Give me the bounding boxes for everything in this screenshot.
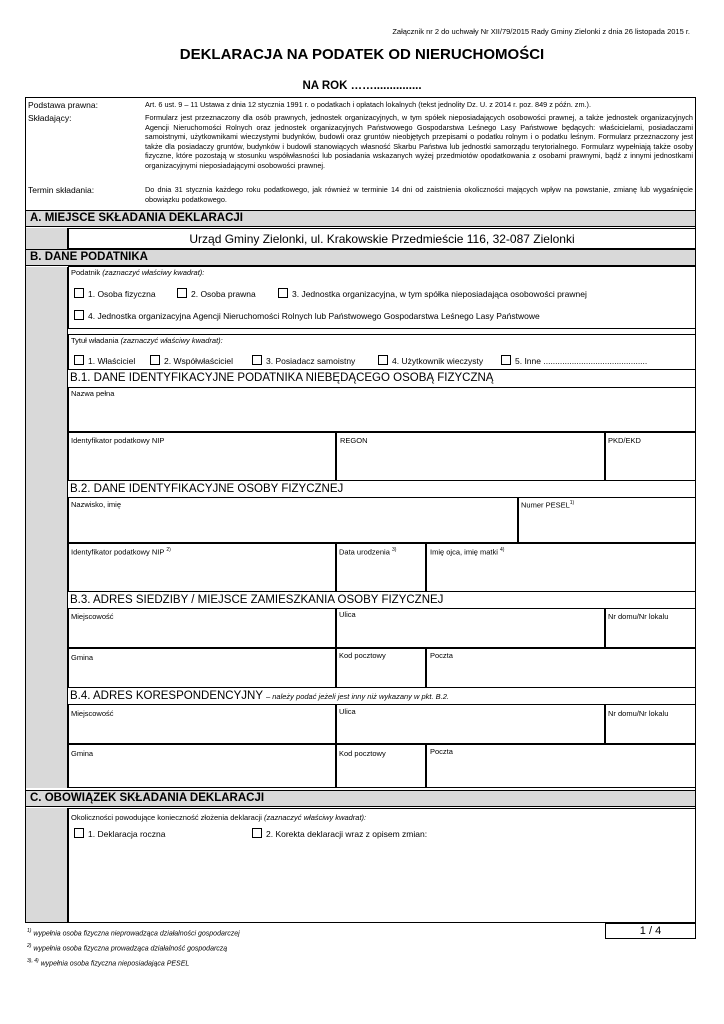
nazwisko-label: Nazwisko, imię bbox=[71, 500, 122, 509]
office-address: Urząd Gminy Zielonki, ul. Krakowskie Przedmieście 116, 32-087 Zielonki bbox=[68, 228, 696, 249]
checkbox[interactable] bbox=[150, 355, 160, 365]
checkbox[interactable] bbox=[74, 355, 84, 365]
nip-osoba-label: Identyfikator podatkowy NIP $^{2)}$ bbox=[71, 547, 171, 557]
b3-miejscowosc-label: Miejscowość bbox=[71, 612, 114, 621]
podatnik-label: Podatnik (zaznaczyć właściwy kwadrat): bbox=[71, 268, 205, 277]
section-c-heading: C. OBOWIĄZEK SKŁADANIA DEKLARACJI bbox=[25, 790, 696, 807]
nazwa-pelna-label: Nazwa pełna bbox=[71, 389, 115, 398]
checkbox[interactable] bbox=[74, 310, 84, 320]
b4-ulica-field[interactable] bbox=[336, 704, 605, 744]
imiona-rodzicow-label: Imię ojca, imię matki $^{4)}$ bbox=[430, 547, 505, 557]
b3-kod-label: Kod pocztowy bbox=[339, 651, 386, 660]
option-wlasciciel[interactable]: 1. Właściciel bbox=[74, 355, 135, 366]
option-posiadacz[interactable]: 3. Posiadacz samoistny bbox=[252, 355, 355, 366]
b3-ulica-label: Ulica bbox=[339, 610, 356, 619]
b4-gmina-field[interactable] bbox=[68, 744, 336, 788]
footnote-1: $^{1)}$ wypełnia osoba fizyczna nieprowadząca działalności gospodarczej bbox=[27, 928, 240, 938]
skladajacy-text: Formularz jest przeznaczony dla osób prawnych, jednostek organizacyjnych, w tym spółek nieposiadających osobowości prawnej, a także jednostek organizacyjnych Agencji Nieruchomości Rolnych oraz jednostek organizacyjnych Państwowego Gospodarstwa Leśnego Lasy Państwowe będących: właścicielami, posiadaczami samoistnymi, użytkownikami wieczystymi budynków, budowli oraz gruntów nieobjętych przepisami o podatku rolnym i o podatku leśnym. Formularz przeznaczony jest także dla posiadaczy gruntów, budynków i budowli stanowiących własność Skarbu Państwa lub jednostki samorządu terytorialnego. Formularz wypełniają także osoby fizyczne, które pozostają w stosunku współwłasności lub posiadania wskazanych wyżej przedmiotów opodatkowania z osobami prawnymi, bądź z innymi jednostkami organizacyjnymi nieposiadającymi osobowości prawnej. bbox=[145, 113, 693, 170]
option-deklaracja-roczna[interactable]: 1. Deklaracja roczna bbox=[74, 828, 165, 839]
b3-poczta-field[interactable] bbox=[426, 648, 696, 688]
option-wspolwlasciciel[interactable]: 2. Współwłaściciel bbox=[150, 355, 233, 366]
nazwa-pelna-field[interactable] bbox=[68, 387, 696, 432]
footnote-3: $^{3), 4)}$ wypełnia osoba fizyczna nieposiadająca PESEL bbox=[27, 958, 190, 968]
data-urodzenia-label: Data urodzenia $^{3)}$ bbox=[339, 547, 397, 557]
checkbox[interactable] bbox=[501, 355, 511, 365]
checkbox[interactable] bbox=[378, 355, 388, 365]
nip-label: Identyfikator podatkowy NIP bbox=[71, 436, 165, 445]
attachment-note: Załącznik nr 2 do uchwały Nr XII/79/2015 Rady Gminy Zielonki z dnia 26 listopada 2015 r. bbox=[392, 27, 690, 36]
b4-ulica-label: Ulica bbox=[339, 707, 356, 716]
section-b-margin bbox=[26, 267, 68, 788]
skladajacy-label: Składający: bbox=[28, 113, 72, 123]
page-number: 1 / 4 bbox=[605, 923, 696, 939]
regon-label: REGON bbox=[340, 436, 368, 445]
b2-heading: B.2. DANE IDENTYFIKACYJNE OSOBY FIZYCZNEJ bbox=[70, 483, 344, 495]
tytul-label: Tytuł władania (zaznaczyć właściwy kwadrat): bbox=[71, 336, 223, 345]
checkbox[interactable] bbox=[74, 288, 84, 298]
section-b-heading: B. DANE PODATNIKA bbox=[25, 249, 696, 266]
b4-gmina-label: Gmina bbox=[71, 749, 94, 758]
podstawa-label: Podstawa prawna: bbox=[28, 100, 98, 110]
nazwisko-field[interactable] bbox=[68, 497, 518, 543]
section-a-heading: A. MIEJSCE SKŁADANIA DEKLARACJI bbox=[25, 210, 696, 227]
pkd-label: PKD/EKD bbox=[608, 436, 641, 445]
b3-ulica-field[interactable] bbox=[336, 608, 605, 648]
okolicznosci-box bbox=[68, 808, 696, 923]
b3-poczta-label: Poczta bbox=[430, 651, 453, 660]
checkbox[interactable] bbox=[74, 828, 84, 838]
b3-gmina-label: Gmina bbox=[71, 653, 94, 662]
b4-heading: B.4. ADRES KORESPONDENCYJNY – należy podać jeżeli jest inny niż wykazany w pkt. B.2. bbox=[70, 690, 450, 702]
b4-kod-label: Kod pocztowy bbox=[339, 749, 386, 758]
option-osoba-prawna[interactable]: 2. Osoba prawna bbox=[177, 288, 256, 299]
section-c-margin bbox=[26, 808, 68, 922]
b3-heading: B.3. ADRES SIEDZIBY / MIEJSCE ZAMIESZKANIA OSOBY FIZYCZNEJ bbox=[70, 594, 444, 606]
termin-label: Termin składania: bbox=[28, 185, 95, 195]
section-a-margin bbox=[26, 228, 68, 249]
b4-nr-domu-label: Nr domu/Nr lokalu bbox=[608, 709, 669, 718]
okolicznosci-label: Okoliczności powodujące konieczność złożenia deklaracji (zaznaczyć właściwy kwadrat): bbox=[71, 813, 367, 822]
option-osoba-fizyczna[interactable]: 1. Osoba fizyczna bbox=[74, 288, 156, 299]
b4-poczta-field[interactable] bbox=[426, 744, 696, 788]
option-korekta[interactable]: 2. Korekta deklaracji wraz z opisem zmian: bbox=[252, 828, 427, 839]
regon-field[interactable] bbox=[336, 432, 605, 481]
termin-text: Do dnia 31 stycznia każdego roku podatkowego, jak również w terminie 14 dni od zaistnienia okoliczności mających wpływ na powstanie, zmianę lub wygaśnięcie obowiązku podatkowego. bbox=[145, 185, 693, 204]
podstawa-text: Art. 6 ust. 9 – 11 Ustawa z dnia 12 stycznia 1991 r. o podatkach i opłatach lokalnych (tekst jednolity Dz. U. z 2014 r. poz. 849 z późn. zm.). bbox=[145, 100, 592, 109]
checkbox[interactable] bbox=[177, 288, 187, 298]
b3-gmina-field[interactable] bbox=[68, 648, 336, 688]
option-jednostka-anr-pgl[interactable]: 4. Jednostka organizacyjna Agencji Nieruchomości Rolnych lub Państwowego Gospodarstwa Leśnego Lasy Państwowe bbox=[74, 310, 540, 321]
checkbox[interactable] bbox=[252, 355, 262, 365]
checkbox[interactable] bbox=[278, 288, 288, 298]
checkbox[interactable] bbox=[252, 828, 262, 838]
b4-note: – należy podać jeżeli jest inny niż wykazany w pkt. B.2. bbox=[266, 692, 450, 701]
b4-poczta-label: Poczta bbox=[430, 747, 453, 756]
form-title: DEKLARACJA NA PODATEK OD NIERUCHOMOŚCI bbox=[179, 46, 545, 63]
pesel-label: Numer PESEL$^{1)}$ bbox=[521, 500, 575, 510]
option-inne[interactable]: 5. Inne ............................................ bbox=[501, 355, 647, 366]
b3-nr-domu-label: Nr domu/Nr lokalu bbox=[608, 612, 669, 621]
option-jednostka-organizacyjna[interactable]: 3. Jednostka organizacyjna, w tym spółka nieposiadająca osobowości prawnej bbox=[278, 288, 587, 299]
b1-heading: B.1. DANE IDENTYFIKACYJNE PODATNIKA NIEBĘDĄCEGO OSOBĄ FIZYCZNĄ bbox=[70, 372, 494, 384]
tax-year-line: NA ROK ……............... bbox=[302, 80, 422, 92]
footnote-2: $^{2)}$ wypełnia osoba fizyczna prowadząca działalność gospodarczą bbox=[27, 943, 228, 953]
b4-miejscowosc-label: Miejscowość bbox=[71, 709, 114, 718]
option-uzytkownik[interactable]: 4. Użytkownik wieczysty bbox=[378, 355, 483, 366]
